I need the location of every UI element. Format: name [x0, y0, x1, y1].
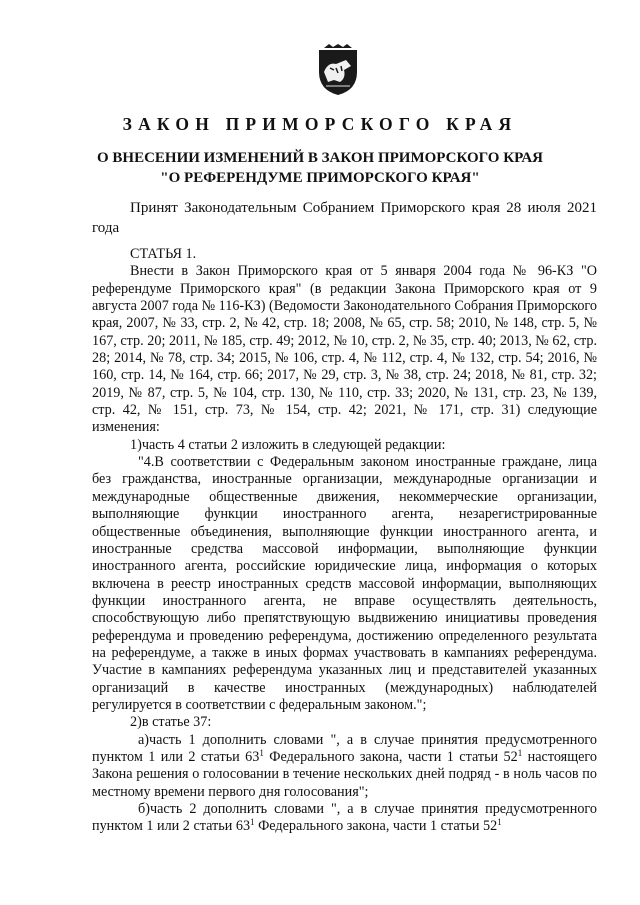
item-2a-text-3: настоящего Закона решения о голосовании в течение нескольких дней подряд - в ноль часов по местному времени первого дня голосования";	[92, 748, 597, 800]
article-body	[92, 246, 597, 836]
amendment-item-1: 1)часть 4 статьи 2 изложить в следующей редакции:	[130, 436, 446, 453]
article-heading: СТАТЬЯ 1.	[130, 246, 197, 262]
amendment-item-2: 2)в статье 37:	[130, 714, 212, 731]
law-title: ЗАКОН ПРИМОРСКОГО КРАЯ	[122, 114, 518, 134]
amendment-quote: "4.В соответствии с Федеральным законом иностранные граждане, лица без гражданства, иностранные организации, международные организации и международные общественные движения, некоммерческие организации, выполняющие функции иностранного агента, незарегистрированные общественные объединения, выполняющие функции иностранного агента, и иностранные средства массовой информации, выполняющие функции иностранного агента, российские юридические лица, информация о которых включена в реестр иностранных средств массовой информации, выполняющих функции иностранного агента, не вправе осуществлять деятельность, способствующую либо препятствующую выдвижению инициативы проведения референдума и проведению референдума, достижению определенного результата на референдуме, а также в иных формах участвовать в кампаниях референдума. Участие в кампаниях референдума указанных лиц и представителей указанных организаций в качестве иностранных (международных) наблюдателей регулируется в соответствии с федеральным законом.";	[92, 454, 597, 713]
adoption-statement: Принят Законодательным Собранием Приморского края 28 июля 2021 года	[92, 200, 597, 236]
superscript: 1	[517, 747, 523, 758]
item-2b-text-2: Федерального закона, части 1 статьи 52	[254, 818, 498, 835]
item-2a-text-1: а)часть 1 дополнить словами ", а в случае принятия предусмотренного пунктом 1 или 2 статьи 63	[92, 731, 597, 765]
amendment-item-2a	[92, 732, 597, 801]
item-2a-text-2: Федерального закона, части 1 статьи 52	[263, 748, 518, 765]
amendment-item-2b	[92, 801, 597, 836]
coat-of-arms-icon	[316, 44, 360, 96]
superscript: 1	[497, 817, 502, 828]
law-subtitle-line2: "О РЕФЕРЕНДУМЕ ПРИМОРСКОГО КРАЯ"	[160, 170, 480, 186]
item-2b-text-1: б)часть 2 дополнить словами ", а в случае принятия предусмотренного пунктом 1 или 2 статьи 63	[92, 801, 597, 835]
law-subtitle-line1: О ВНЕСЕНИИ ИЗМЕНЕНИЙ В ЗАКОН ПРИМОРСКОГО КРАЯ	[97, 150, 543, 166]
superscript: 1	[259, 747, 264, 758]
article-intro: Внести в Закон Приморского края от 5 января 2004 года № 96-КЗ "О референдуме Приморского края" (в редакции Закона Приморского края от 9 августа 2007 года № 116-КЗ) (Ведомости Законодательного Собрания Приморского края, 2007, № 33, стр. 2, № 42, стр. 18; 2008, № 65, стр. 58; 2010, № 148, стр. 5, № 167, стр. 20; 2011, № 185, стр. 49; 2012, № 10, стр. 2, № 35, стр. 40; 2013, № 62, стр. 28; 2014, № 78, стр. 34; 2015, № 106, стр. 4, № 112, стр. 4, № 132, стр. 54; 2016, № 160, стр. 14, № 164, стр. 66; 2017, № 29, стр. 3, № 38, стр. 24; 2018, № 81, стр. 32; 2019, № 87, стр. 5, № 104, стр. 130, № 110, стр. 33; 2020, № 131, стр. 23, № 139, стр. 42, № 151, стр. 73, № 154, стр. 42; 2021, № 171, стр. 31) следующие изменения:	[92, 263, 597, 436]
superscript: 1	[250, 817, 255, 828]
